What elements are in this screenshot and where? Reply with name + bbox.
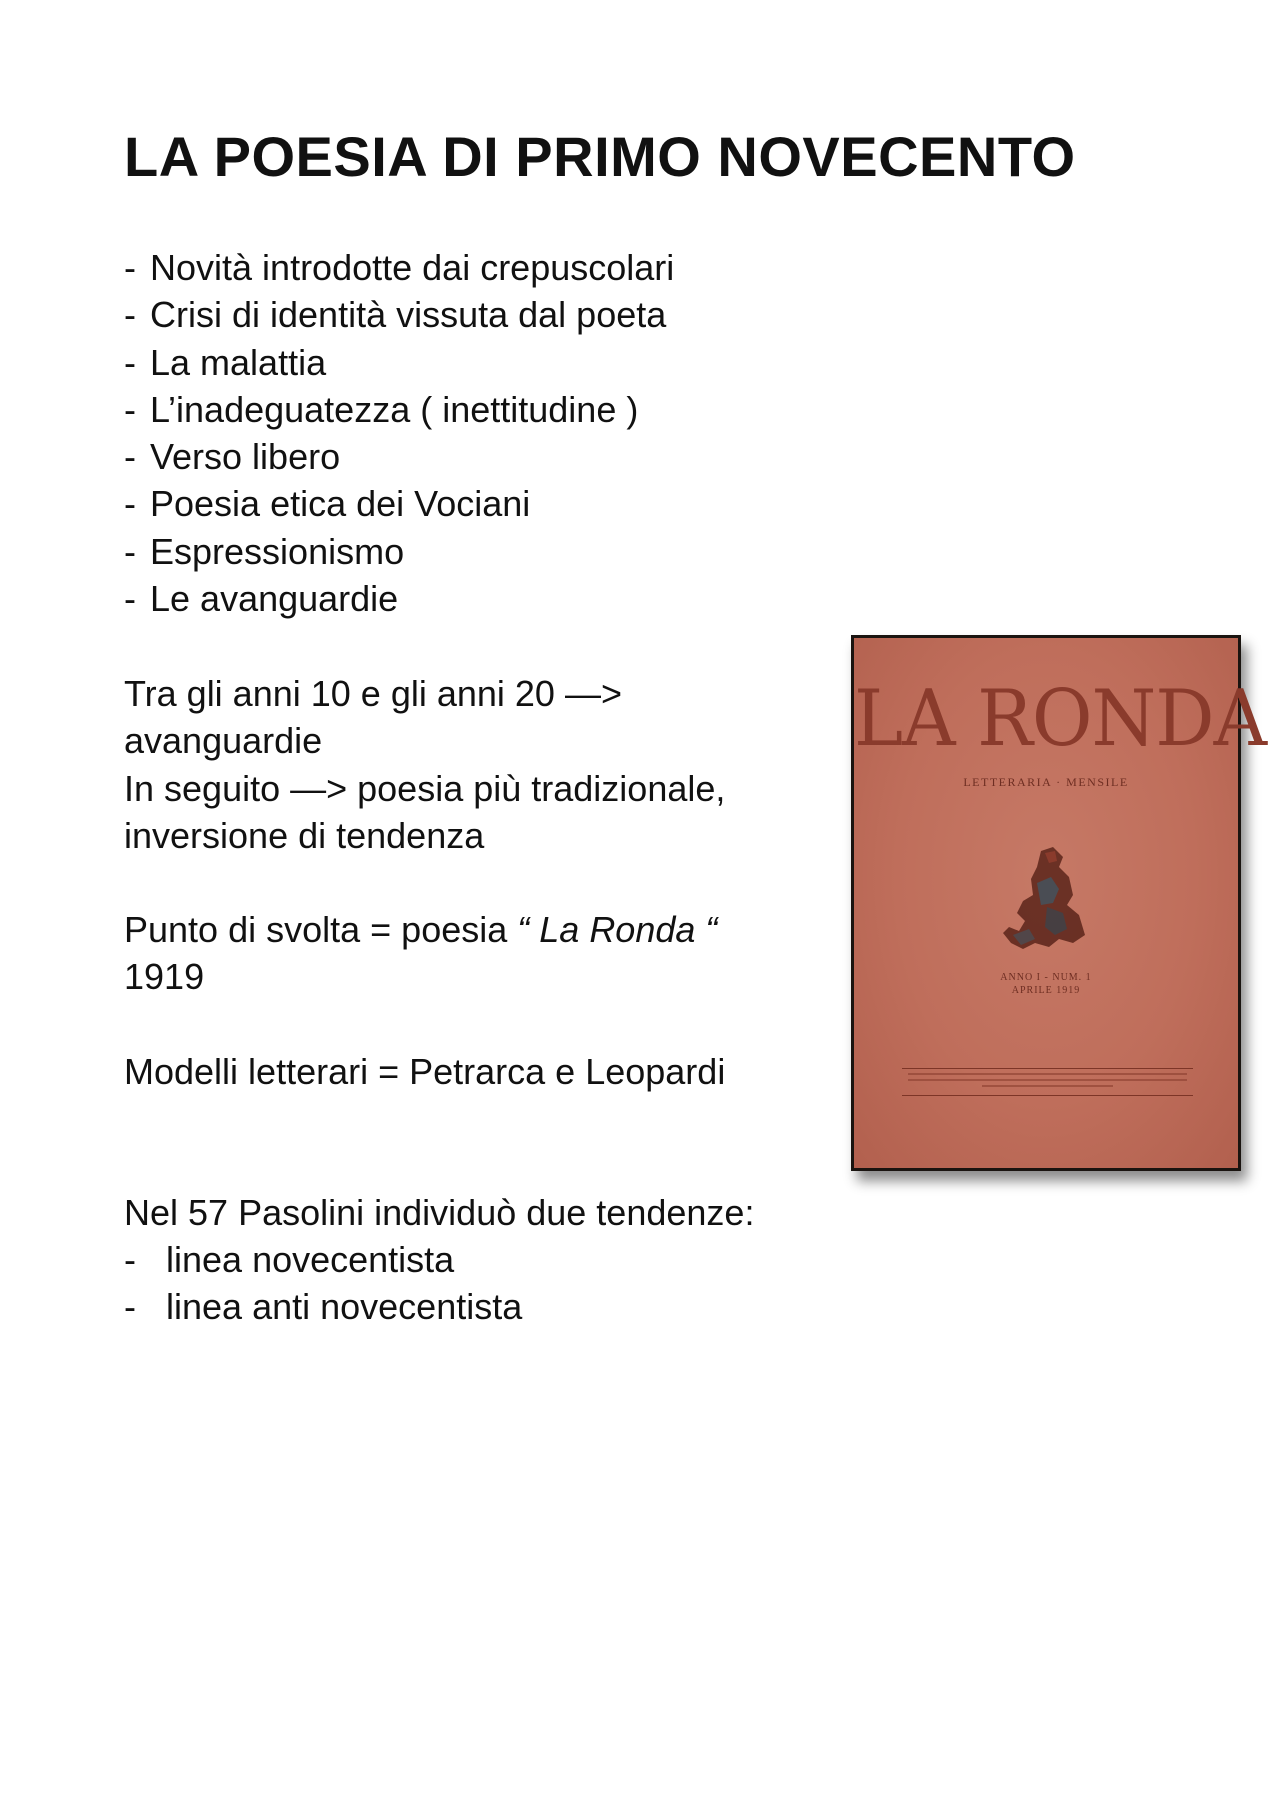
list-item-text: Espressionismo [150,530,405,572]
list-item [124,386,674,433]
list-item [124,291,674,338]
list-item-text: La malattia [150,341,327,383]
list-item-text: Novità introdotte dai crepuscolari [150,247,675,288]
contributors-line [982,1085,1113,1087]
paragraph-line: avanguardie [124,720,323,762]
quote-open: “ [517,909,530,950]
la-ronda-cover-image [851,635,1267,1171]
turning-point-prefix: Punto di svolta = poesia [124,909,518,950]
cover-issue-date: APRILE 1919 [1011,985,1081,996]
cover-issue-info [854,971,1238,997]
list-item [124,575,674,622]
turning-point-paragraph [124,906,717,1001]
la-ronda-title: La Ronda [529,909,706,950]
avant-garde-paragraph [124,670,725,859]
bullet-dash: - [124,578,136,620]
topic-list [124,244,674,622]
list-item-text: Crisi di identità vissuta dal poeta [150,294,667,336]
bullet-dash: - [124,247,136,288]
paragraph-line: 1919 [124,956,205,998]
paragraph-line: inversione di tendenza [124,814,485,856]
list-item-text: Verso libero [150,436,341,478]
list-item-text: linea anti novecentista [166,1286,523,1328]
bullet-dash: - [124,436,136,478]
contributors-line [908,1073,1187,1075]
bullet-dash: - [124,388,136,430]
paragraph-line: Tra gli anni 10 e gli anni 20 —> [124,673,622,714]
paragraph-line [124,906,717,953]
bullet-dash: - [124,1286,136,1328]
list-item [124,339,674,386]
list-item [124,1283,522,1330]
list-item-text: Le avanguardie [150,578,399,620]
list-item-text: Poesia etica dei Vociani [150,483,531,525]
list-item [124,1236,522,1283]
contributors-line [908,1079,1187,1081]
emblem-icon [989,843,1099,963]
bullet-dash: - [124,483,136,525]
bullet-dash: - [124,530,136,572]
bullet-dash: - [124,341,136,383]
bullet-dash: - [124,1239,136,1280]
page-title: LA POESIA DI PRIMO NOVECENTO [124,125,1076,188]
paragraph-line: In seguito —> poesia più tradizionale, [124,767,726,809]
bullet-dash: - [124,294,136,336]
cover-issue-number: ANNO I - NUM. 1 [1000,972,1092,983]
list-item [124,244,674,291]
list-item-text: L’inadeguatezza ( inettitudine ) [150,388,639,430]
list-item-text: linea novecentista [166,1239,455,1280]
list-item [124,433,674,480]
literary-models-paragraph: Modelli letterari = Petrarca e Leopardi [124,1051,726,1092]
quote-close: “ [705,909,718,950]
cover-title: LA RONDA [854,673,1267,765]
list-item [124,480,674,527]
pasolini-paragraph: Nel 57 Pasolini individuò due tendenze: [124,1192,755,1233]
tendencies-list [124,1236,522,1331]
cover-contributors-band [902,1068,1193,1096]
list-item [124,528,674,575]
cover-subtitle: LETTERARIA · MENSILE [963,775,1129,789]
